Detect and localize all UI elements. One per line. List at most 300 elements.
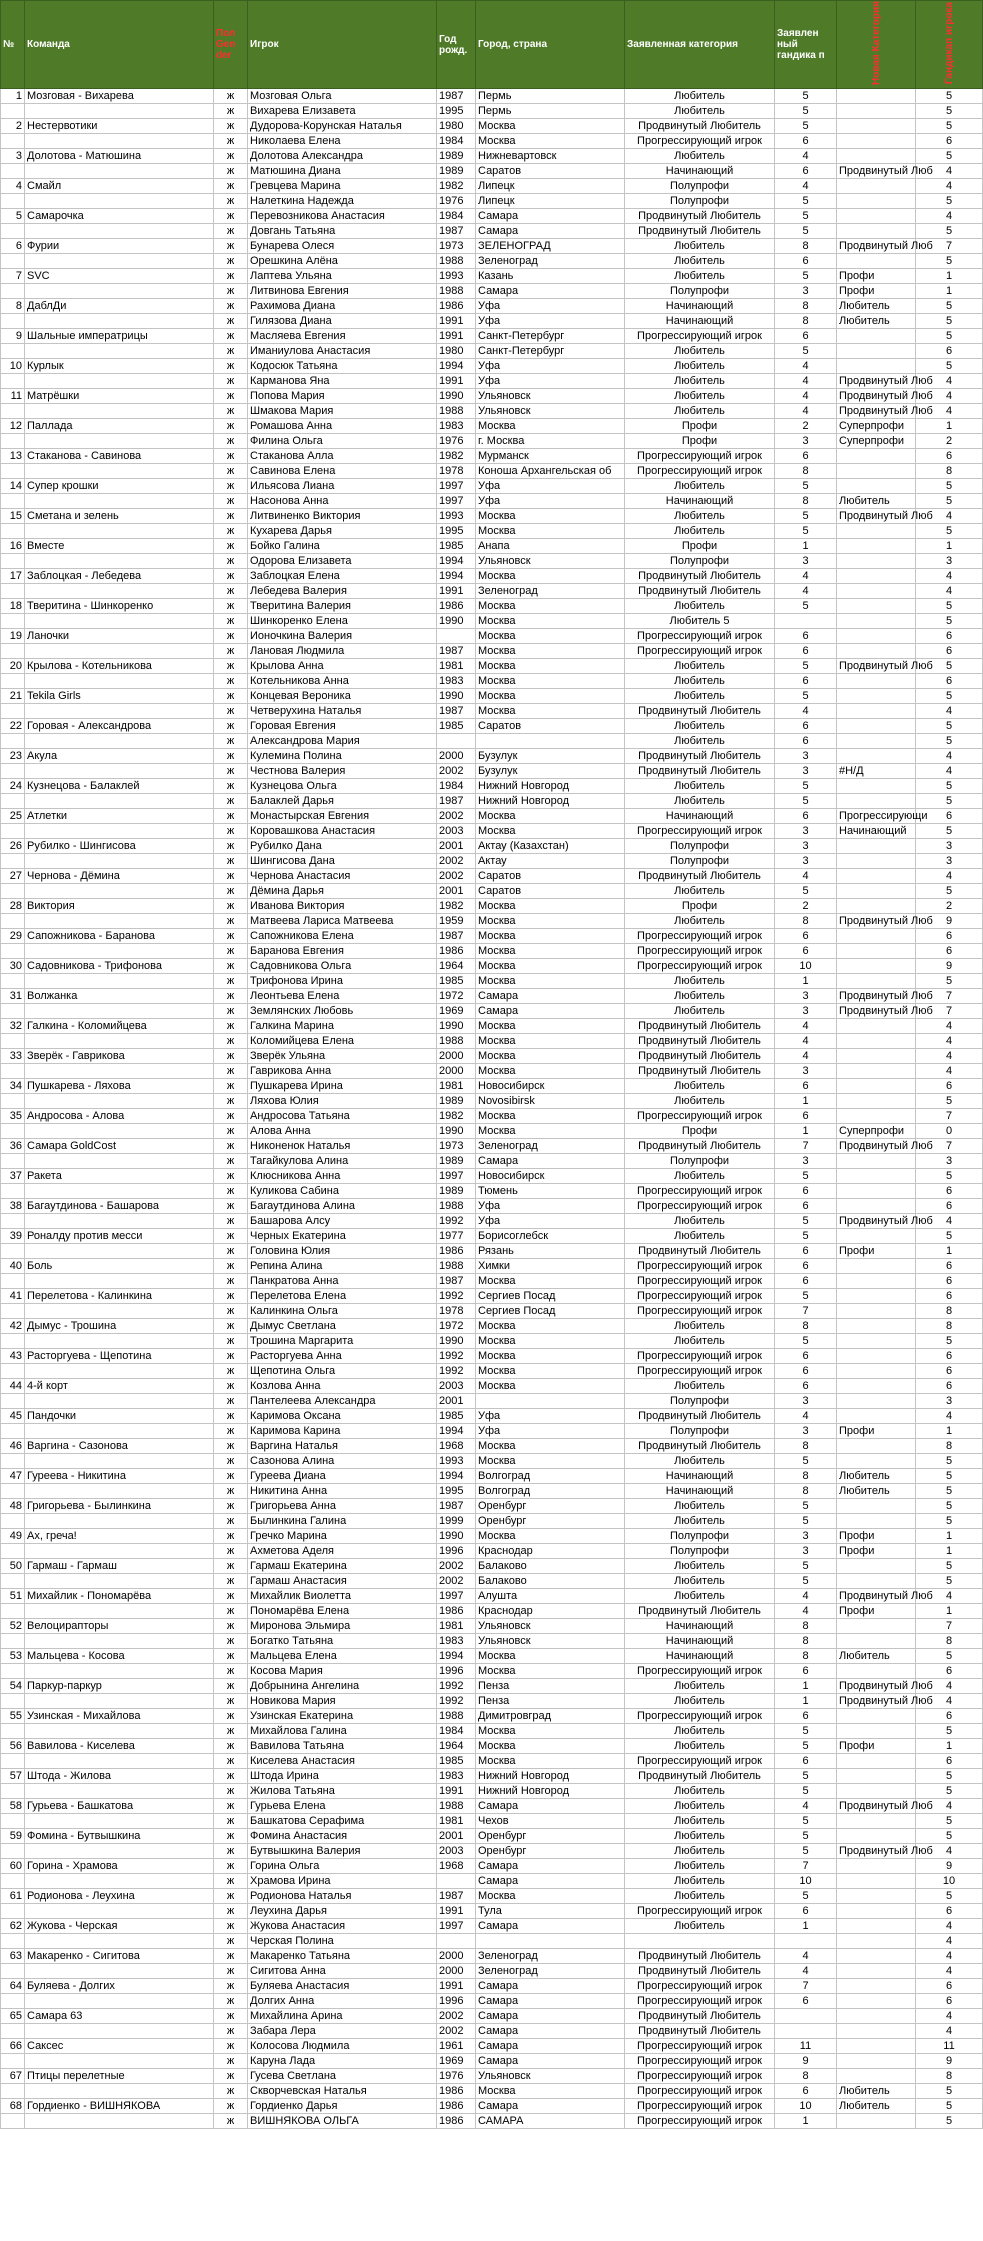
cell-city[interactable]: Уфа	[476, 374, 625, 389]
cell-year[interactable]: 2003	[437, 1379, 476, 1394]
cell-category[interactable]: Любитель	[625, 1739, 775, 1754]
cell-player-handicap[interactable]: 6	[916, 1664, 983, 1679]
cell-player-handicap[interactable]: 5	[916, 1889, 983, 1904]
cell-team[interactable]	[25, 1454, 214, 1469]
cell-no[interactable]	[1, 704, 25, 719]
cell-category[interactable]: Полупрофи	[625, 1424, 775, 1439]
cell-player[interactable]: Ляхова Юлия	[248, 1094, 437, 1109]
cell-team[interactable]: Вавилова - Киселева	[25, 1739, 214, 1754]
cell-gender[interactable]: ж	[214, 884, 248, 899]
cell-player-handicap[interactable]: 3	[916, 854, 983, 869]
cell-no[interactable]	[1, 1814, 25, 1829]
cell-city[interactable]: Самара	[476, 1919, 625, 1934]
cell-category[interactable]: Продвинутый Любитель	[625, 1139, 775, 1154]
cell-gender[interactable]: ж	[214, 1619, 248, 1634]
cell-player-handicap[interactable]: 5	[916, 974, 983, 989]
cell-category[interactable]: Любитель	[625, 1499, 775, 1514]
cell-player[interactable]: Филина Ольга	[248, 434, 437, 449]
cell-city[interactable]: Москва	[476, 899, 625, 914]
cell-year[interactable]: 1978	[437, 464, 476, 479]
cell-gender[interactable]: ж	[214, 1274, 248, 1289]
cell-year[interactable]	[437, 734, 476, 749]
cell-team[interactable]	[25, 1934, 214, 1949]
cell-team[interactable]: Пушкарева - Ляхова	[25, 1079, 214, 1094]
cell-handicap[interactable]: 3	[775, 1004, 837, 1019]
cell-handicap[interactable]: 7	[775, 1979, 837, 1994]
cell-no[interactable]	[1, 944, 25, 959]
cell-no[interactable]	[1, 854, 25, 869]
cell-handicap[interactable]	[775, 2024, 837, 2039]
cell-player[interactable]: Пушкарева Ирина	[248, 1079, 437, 1094]
cell-no[interactable]: 38	[1, 1199, 25, 1214]
cell-no[interactable]: 8	[1, 299, 25, 314]
cell-gender[interactable]: ж	[214, 1934, 248, 1949]
cell-city[interactable]: Самара	[476, 1859, 625, 1874]
cell-gender[interactable]: ж	[214, 1289, 248, 1304]
cell-gender[interactable]: ж	[214, 599, 248, 614]
cell-year[interactable]: 1986	[437, 2099, 476, 2114]
cell-handicap[interactable]: 6	[775, 1664, 837, 1679]
cell-handicap[interactable]: 6	[775, 449, 837, 464]
cell-handicap[interactable]	[775, 2009, 837, 2024]
cell-city[interactable]: Ульяновск	[476, 1619, 625, 1634]
cell-handicap[interactable]: 6	[775, 1244, 837, 1259]
cell-new-category[interactable]	[837, 1904, 916, 1919]
cell-category[interactable]: Продвинутый Любитель	[625, 749, 775, 764]
cell-year[interactable]: 1991	[437, 584, 476, 599]
cell-no[interactable]: 1	[1, 89, 25, 104]
cell-gender[interactable]: ж	[214, 2039, 248, 2054]
cell-city[interactable]: Уфа	[476, 1199, 625, 1214]
cell-handicap[interactable]: 4	[775, 569, 837, 584]
cell-new-category[interactable]	[837, 1859, 916, 1874]
cell-year[interactable]: 1981	[437, 1079, 476, 1094]
cell-team[interactable]	[25, 1634, 214, 1649]
cell-gender[interactable]: ж	[214, 254, 248, 269]
cell-city[interactable]	[476, 1394, 625, 1409]
cell-no[interactable]	[1, 1874, 25, 1889]
cell-handicap[interactable]: 5	[775, 1499, 837, 1514]
cell-year[interactable]: 1985	[437, 974, 476, 989]
cell-category[interactable]: Продвинутый Любитель	[625, 869, 775, 884]
cell-year[interactable]: 1985	[437, 1754, 476, 1769]
cell-category[interactable]: Прогрессирующий игрок	[625, 2039, 775, 2054]
cell-player-handicap[interactable]: 9	[916, 914, 983, 929]
cell-new-category[interactable]	[837, 1169, 916, 1184]
cell-new-category[interactable]	[837, 1889, 916, 1904]
cell-new-category[interactable]	[837, 1724, 916, 1739]
cell-team[interactable]: Смайл	[25, 179, 214, 194]
cell-handicap[interactable]: 6	[775, 254, 837, 269]
cell-new-category[interactable]: Любитель	[837, 2084, 916, 2099]
cell-player-handicap[interactable]: 4	[916, 1019, 983, 1034]
cell-team[interactable]	[25, 524, 214, 539]
cell-handicap[interactable]: 4	[775, 584, 837, 599]
cell-category[interactable]: Прогрессирующий игрок	[625, 1904, 775, 1919]
cell-gender[interactable]: ж	[214, 89, 248, 104]
cell-no[interactable]: 27	[1, 869, 25, 884]
cell-gender[interactable]: ж	[214, 944, 248, 959]
cell-city[interactable]: Москва	[476, 2084, 625, 2099]
cell-city[interactable]: Москва	[476, 1364, 625, 1379]
cell-city[interactable]: Самара	[476, 209, 625, 224]
cell-team[interactable]: Мозговая - Вихарева	[25, 89, 214, 104]
cell-no[interactable]: 60	[1, 1859, 25, 1874]
cell-team[interactable]: Супер крошки	[25, 479, 214, 494]
cell-player[interactable]: Шинкоренко Елена	[248, 614, 437, 629]
cell-handicap[interactable]: 6	[775, 1184, 837, 1199]
cell-player[interactable]: Григорьева Анна	[248, 1499, 437, 1514]
cell-player-handicap[interactable]: 6	[916, 674, 983, 689]
cell-no[interactable]	[1, 1544, 25, 1559]
cell-player-handicap[interactable]: 6	[916, 134, 983, 149]
cell-no[interactable]	[1, 824, 25, 839]
cell-new-category[interactable]	[837, 1379, 916, 1394]
cell-new-category[interactable]: Продвинутый Люб	[837, 164, 916, 179]
cell-city[interactable]: Санкт-Петербург	[476, 344, 625, 359]
cell-category[interactable]: Любитель	[625, 1229, 775, 1244]
cell-player[interactable]: Новикова Мария	[248, 1694, 437, 1709]
cell-category[interactable]: Любитель	[625, 884, 775, 899]
cell-category[interactable]: Любитель	[625, 359, 775, 374]
cell-team[interactable]: Мальцева - Косова	[25, 1649, 214, 1664]
cell-team[interactable]: Пандочки	[25, 1409, 214, 1424]
cell-handicap[interactable]: 5	[775, 194, 837, 209]
cell-new-category[interactable]	[837, 1979, 916, 1994]
cell-player[interactable]: Ильясова Лиана	[248, 479, 437, 494]
cell-player-handicap[interactable]: 6	[916, 1259, 983, 1274]
cell-no[interactable]	[1, 404, 25, 419]
cell-handicap[interactable]: 1	[775, 1919, 837, 1934]
cell-gender[interactable]: ж	[214, 659, 248, 674]
cell-player[interactable]: Макаренко Татьяна	[248, 1949, 437, 1964]
cell-player-handicap[interactable]: 4	[916, 569, 983, 584]
cell-no[interactable]: 10	[1, 359, 25, 374]
cell-city[interactable]: САМАРА	[476, 2114, 625, 2129]
cell-no[interactable]: 4	[1, 179, 25, 194]
cell-new-category[interactable]	[837, 344, 916, 359]
cell-player[interactable]: Михайлина Арина	[248, 2009, 437, 2024]
cell-player-handicap[interactable]: 7	[916, 239, 983, 254]
cell-no[interactable]	[1, 1274, 25, 1289]
cell-player[interactable]: Горина Ольга	[248, 1859, 437, 1874]
cell-category[interactable]: Любитель 5	[625, 614, 775, 629]
cell-player-handicap[interactable]: 6	[916, 344, 983, 359]
cell-gender[interactable]: ж	[214, 1649, 248, 1664]
cell-city[interactable]: Зеленоград	[476, 584, 625, 599]
cell-year[interactable]: 1959	[437, 914, 476, 929]
cell-year[interactable]: 1997	[437, 479, 476, 494]
cell-year[interactable]: 1987	[437, 224, 476, 239]
cell-handicap[interactable]: 4	[775, 869, 837, 884]
cell-new-category[interactable]: Продвинутый Люб	[837, 1139, 916, 1154]
cell-handicap[interactable]: 4	[775, 359, 837, 374]
cell-gender[interactable]: ж	[214, 299, 248, 314]
cell-player-handicap[interactable]: 7	[916, 1139, 983, 1154]
cell-city[interactable]: Novosibirsk	[476, 1094, 625, 1109]
cell-gender[interactable]: ж	[214, 959, 248, 974]
cell-no[interactable]: 32	[1, 1019, 25, 1034]
cell-new-category[interactable]	[837, 554, 916, 569]
cell-team[interactable]	[25, 494, 214, 509]
cell-year[interactable]: 1984	[437, 134, 476, 149]
cell-player[interactable]: Савинова Елена	[248, 464, 437, 479]
cell-year[interactable]: 2002	[437, 869, 476, 884]
cell-gender[interactable]: ж	[214, 704, 248, 719]
cell-new-category[interactable]: Продвинутый Люб	[837, 1004, 916, 1019]
cell-new-category[interactable]: Начинающий	[837, 824, 916, 839]
cell-team[interactable]: Ланочки	[25, 629, 214, 644]
cell-new-category[interactable]	[837, 1499, 916, 1514]
cell-team[interactable]: Крылова - Котельникова	[25, 659, 214, 674]
cell-handicap[interactable]: 1	[775, 2114, 837, 2129]
cell-gender[interactable]: ж	[214, 929, 248, 944]
cell-new-category[interactable]: Прогрессирующи	[837, 809, 916, 824]
cell-no[interactable]	[1, 494, 25, 509]
cell-team[interactable]	[25, 1064, 214, 1079]
cell-gender[interactable]: ж	[214, 209, 248, 224]
cell-team[interactable]: Сапожникова - Баранова	[25, 929, 214, 944]
cell-year[interactable]: 1993	[437, 269, 476, 284]
cell-player-handicap[interactable]: 5	[916, 1814, 983, 1829]
cell-team[interactable]: Стаканова - Савинова	[25, 449, 214, 464]
cell-team[interactable]	[25, 1844, 214, 1859]
cell-city[interactable]: Москва	[476, 119, 625, 134]
cell-team[interactable]: Курлык	[25, 359, 214, 374]
cell-year[interactable]: 1997	[437, 494, 476, 509]
cell-player[interactable]: Коломийцева Елена	[248, 1034, 437, 1049]
cell-city[interactable]: Москва	[476, 704, 625, 719]
cell-no[interactable]	[1, 1724, 25, 1739]
cell-city[interactable]	[476, 1934, 625, 1949]
cell-player[interactable]: Колосова Людмила	[248, 2039, 437, 2054]
cell-player-handicap[interactable]: 4	[916, 209, 983, 224]
cell-player-handicap[interactable]: 4	[916, 1049, 983, 1064]
cell-player[interactable]: Черных Екатерина	[248, 1229, 437, 1244]
cell-no[interactable]: 51	[1, 1589, 25, 1604]
cell-player-handicap[interactable]: 5	[916, 1499, 983, 1514]
cell-handicap[interactable]: 5	[775, 344, 837, 359]
cell-city[interactable]: Коноша Архангельская об	[476, 464, 625, 479]
cell-new-category[interactable]	[837, 689, 916, 704]
cell-player[interactable]: Фомина Анастасия	[248, 1829, 437, 1844]
cell-gender[interactable]: ж	[214, 104, 248, 119]
cell-player-handicap[interactable]: 1	[916, 1544, 983, 1559]
cell-year[interactable]: 1988	[437, 1259, 476, 1274]
cell-player-handicap[interactable]: 4	[916, 1589, 983, 1604]
cell-city[interactable]: Москва	[476, 1529, 625, 1544]
cell-year[interactable]: 1994	[437, 1649, 476, 1664]
cell-year[interactable]: 1992	[437, 1349, 476, 1364]
cell-new-category[interactable]	[837, 2069, 916, 2084]
cell-handicap[interactable]: 4	[775, 404, 837, 419]
cell-no[interactable]: 49	[1, 1529, 25, 1544]
cell-player[interactable]: Литвиненко Виктория	[248, 509, 437, 524]
cell-player-handicap[interactable]: 8	[916, 1439, 983, 1454]
cell-team[interactable]	[25, 674, 214, 689]
cell-gender[interactable]: ж	[214, 1844, 248, 1859]
cell-category[interactable]: Полупрофи	[625, 554, 775, 569]
cell-new-category[interactable]: Профи	[837, 269, 916, 284]
cell-city[interactable]: Москва	[476, 1124, 625, 1139]
cell-city[interactable]: Тюмень	[476, 1184, 625, 1199]
cell-team[interactable]	[25, 1214, 214, 1229]
cell-year[interactable]: 1999	[437, 1514, 476, 1529]
cell-team[interactable]	[25, 2024, 214, 2039]
cell-team[interactable]: Григорьева - Былинкина	[25, 1499, 214, 1514]
cell-player-handicap[interactable]: 5	[916, 719, 983, 734]
cell-year[interactable]: 2000	[437, 1064, 476, 1079]
cell-gender[interactable]: ж	[214, 1244, 248, 1259]
cell-new-category[interactable]	[837, 2114, 916, 2129]
cell-new-category[interactable]	[837, 479, 916, 494]
cell-gender[interactable]: ж	[214, 314, 248, 329]
cell-gender[interactable]: ж	[214, 839, 248, 854]
cell-new-category[interactable]	[837, 254, 916, 269]
cell-no[interactable]: 25	[1, 809, 25, 824]
cell-no[interactable]: 44	[1, 1379, 25, 1394]
cell-category[interactable]: Любитель	[625, 254, 775, 269]
cell-year[interactable]: 1991	[437, 329, 476, 344]
cell-no[interactable]	[1, 584, 25, 599]
cell-team[interactable]	[25, 764, 214, 779]
cell-year[interactable]: 1989	[437, 1184, 476, 1199]
cell-team[interactable]: Ракета	[25, 1169, 214, 1184]
cell-player[interactable]: Крылова Анна	[248, 659, 437, 674]
cell-city[interactable]: Самара	[476, 1154, 625, 1169]
cell-team[interactable]	[25, 1574, 214, 1589]
cell-year[interactable]: 1991	[437, 374, 476, 389]
cell-player[interactable]: Никитина Анна	[248, 1484, 437, 1499]
cell-gender[interactable]: ж	[214, 734, 248, 749]
cell-gender[interactable]: ж	[214, 989, 248, 1004]
cell-category[interactable]: Продвинутый Любитель	[625, 1604, 775, 1619]
cell-player[interactable]: Клюсникова Анна	[248, 1169, 437, 1184]
cell-player-handicap[interactable]: 5	[916, 1574, 983, 1589]
cell-gender[interactable]: ж	[214, 1319, 248, 1334]
cell-category[interactable]: Продвинутый Любитель	[625, 1409, 775, 1424]
cell-team[interactable]: Самарочка	[25, 209, 214, 224]
cell-category[interactable]: Начинающий	[625, 809, 775, 824]
cell-no[interactable]	[1, 1334, 25, 1349]
cell-gender[interactable]: ж	[214, 1574, 248, 1589]
cell-handicap[interactable]: 5	[775, 1739, 837, 1754]
cell-category[interactable]: Продвинутый Любитель	[625, 1244, 775, 1259]
cell-year[interactable]: 2001	[437, 1394, 476, 1409]
cell-new-category[interactable]	[837, 359, 916, 374]
cell-player[interactable]: Иванова Виктория	[248, 899, 437, 914]
cell-player[interactable]: Узинская Екатерина	[248, 1709, 437, 1724]
cell-new-category[interactable]	[837, 629, 916, 644]
cell-category[interactable]: Любитель	[625, 1004, 775, 1019]
cell-player[interactable]: Гусева Светлана	[248, 2069, 437, 2084]
cell-player-handicap[interactable]: 6	[916, 1709, 983, 1724]
cell-gender[interactable]: ж	[214, 689, 248, 704]
cell-new-category[interactable]	[837, 1064, 916, 1079]
cell-player[interactable]: Попова Мария	[248, 389, 437, 404]
cell-year[interactable]: 1993	[437, 1454, 476, 1469]
cell-category[interactable]: Любитель	[625, 659, 775, 674]
cell-year[interactable]: 1987	[437, 794, 476, 809]
cell-player-handicap[interactable]: 3	[916, 1154, 983, 1169]
cell-city[interactable]: Оренбург	[476, 1514, 625, 1529]
cell-player[interactable]: Налеткина Надежда	[248, 194, 437, 209]
cell-gender[interactable]: ж	[214, 2024, 248, 2039]
cell-player[interactable]: Баранова Евгения	[248, 944, 437, 959]
cell-handicap[interactable]: 5	[775, 1574, 837, 1589]
cell-player-handicap[interactable]: 5	[916, 194, 983, 209]
cell-player-handicap[interactable]: 5	[916, 1769, 983, 1784]
cell-handicap[interactable]: 4	[775, 1034, 837, 1049]
cell-team[interactable]: Вместе	[25, 539, 214, 554]
cell-no[interactable]: 61	[1, 1889, 25, 1904]
cell-player-handicap[interactable]: 4	[916, 509, 983, 524]
cell-year[interactable]: 1983	[437, 1769, 476, 1784]
cell-player-handicap[interactable]: 4	[916, 749, 983, 764]
cell-handicap[interactable]: 5	[775, 689, 837, 704]
cell-handicap[interactable]: 6	[775, 1349, 837, 1364]
cell-new-category[interactable]: Любитель	[837, 314, 916, 329]
cell-no[interactable]	[1, 1154, 25, 1169]
cell-player-handicap[interactable]: 4	[916, 2024, 983, 2039]
cell-city[interactable]: Оренбург	[476, 1829, 625, 1844]
cell-city[interactable]: Москва	[476, 569, 625, 584]
cell-player-handicap[interactable]: 2	[916, 899, 983, 914]
cell-category[interactable]: Любитель	[625, 104, 775, 119]
cell-player-handicap[interactable]: 6	[916, 1754, 983, 1769]
cell-year[interactable]: 2002	[437, 2009, 476, 2024]
cell-team[interactable]: Гурьева - Башкатова	[25, 1799, 214, 1814]
cell-gender[interactable]: ж	[214, 359, 248, 374]
cell-new-category[interactable]: Суперпрофи	[837, 419, 916, 434]
cell-handicap[interactable]: 6	[775, 2084, 837, 2099]
cell-city[interactable]: Москва	[476, 629, 625, 644]
cell-player-handicap[interactable]: 5	[916, 299, 983, 314]
cell-player[interactable]: Расторгуева Анна	[248, 1349, 437, 1364]
cell-new-category[interactable]	[837, 329, 916, 344]
cell-no[interactable]: 33	[1, 1049, 25, 1064]
cell-handicap[interactable]: 5	[775, 1769, 837, 1784]
cell-handicap[interactable]: 5	[775, 779, 837, 794]
cell-no[interactable]: 23	[1, 749, 25, 764]
cell-no[interactable]	[1, 224, 25, 239]
cell-player-handicap[interactable]: 8	[916, 1319, 983, 1334]
cell-player[interactable]: Бунарева Олеся	[248, 239, 437, 254]
cell-city[interactable]: Балаково	[476, 1574, 625, 1589]
cell-player-handicap[interactable]: 4	[916, 374, 983, 389]
cell-no[interactable]: 59	[1, 1829, 25, 1844]
cell-category[interactable]: Прогрессирующий игрок	[625, 2054, 775, 2069]
cell-team[interactable]	[25, 1334, 214, 1349]
cell-new-category[interactable]: Продвинутый Люб	[837, 509, 916, 524]
cell-gender[interactable]: ж	[214, 1019, 248, 1034]
cell-no[interactable]: 3	[1, 149, 25, 164]
cell-player-handicap[interactable]: 9	[916, 2054, 983, 2069]
cell-category[interactable]: Любитель	[625, 1454, 775, 1469]
cell-new-category[interactable]	[837, 569, 916, 584]
cell-handicap[interactable]: 5	[775, 524, 837, 539]
cell-category[interactable]: Продвинутый Любитель	[625, 1439, 775, 1454]
cell-no[interactable]	[1, 2054, 25, 2069]
cell-player[interactable]: Тверитина Валерия	[248, 599, 437, 614]
cell-city[interactable]: Борисоглебск	[476, 1229, 625, 1244]
cell-player[interactable]: Галкина Марина	[248, 1019, 437, 1034]
cell-city[interactable]: Алушта	[476, 1589, 625, 1604]
cell-no[interactable]: 66	[1, 2039, 25, 2054]
cell-team[interactable]: Птицы перелетные	[25, 2069, 214, 2084]
cell-player-handicap[interactable]: 1	[916, 1739, 983, 1754]
cell-year[interactable]: 1968	[437, 1859, 476, 1874]
